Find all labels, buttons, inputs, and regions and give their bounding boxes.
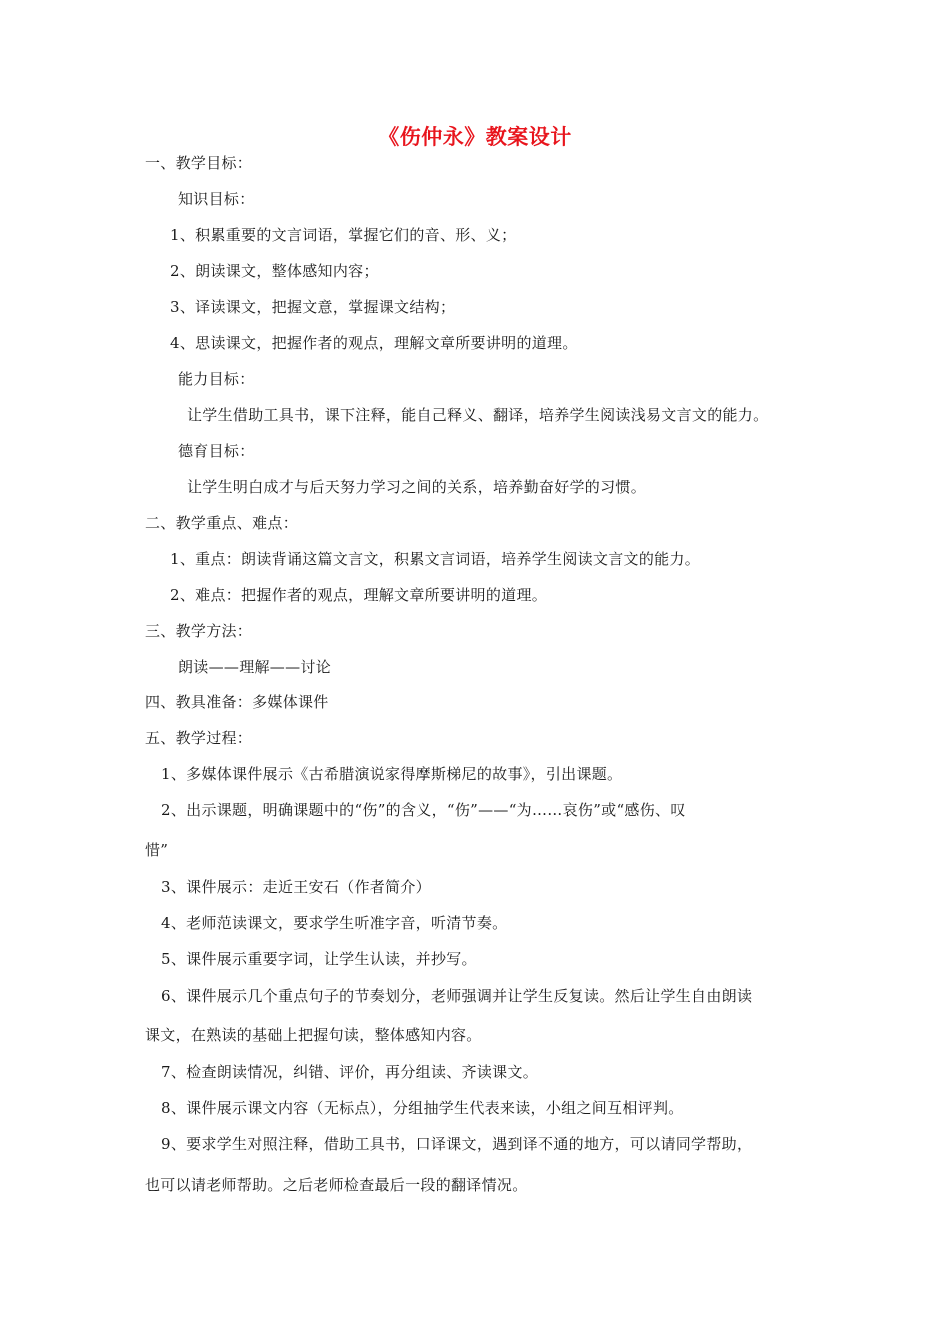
knowledge-item-3: 3、译读课文，把握文意，掌握课文结构； bbox=[170, 298, 456, 316]
section-heading-process: 五、教学过程： bbox=[145, 729, 253, 747]
process-step-2: 2、出示课题，明确课题中的“伤”的含义，“伤”——“为……哀伤”或“感伤、叹 bbox=[161, 801, 686, 819]
section-heading-objectives: 一、教学目标： bbox=[145, 154, 253, 172]
ability-objective-text: 让学生借助工具书，课下注释，能自己释义、翻译，培养学生阅读浅易文言文的能力。 bbox=[187, 406, 769, 424]
methods-text: 朗读——理解——讨论 bbox=[178, 658, 332, 676]
knowledge-item-1: 1、积累重要的文言词语，掌握它们的音、形、义； bbox=[170, 226, 517, 244]
section-heading-materials: 四、教具准备：多媒体课件 bbox=[145, 693, 329, 711]
knowledge-item-2: 2、朗读课文，整体感知内容； bbox=[170, 262, 379, 280]
document-title: 《伤仲永》教案设计 bbox=[378, 124, 572, 149]
process-step-9-continued: 也可以请老师帮助。之后老师检查最后一段的翻译情况。 bbox=[145, 1176, 528, 1194]
process-step-4: 4、老师范读课文，要求学生听准字音，听清节奏。 bbox=[161, 914, 508, 932]
process-step-7: 7、检查朗读情况，纠错、评价，再分组读、齐读课文。 bbox=[161, 1063, 539, 1081]
section-heading-key-points: 二、教学重点、难点： bbox=[145, 514, 299, 532]
moral-objective-text: 让学生明白成才与后天努力学习之间的关系，培养勤奋好学的习惯。 bbox=[187, 478, 647, 496]
subheading-ability-objectives: 能力目标： bbox=[178, 370, 255, 388]
subheading-moral-objectives: 德育目标： bbox=[178, 442, 255, 460]
process-step-2-continued: 惜” bbox=[145, 841, 169, 859]
process-step-6-continued: 课文，在熟读的基础上把握句读，整体感知内容。 bbox=[145, 1026, 482, 1044]
knowledge-item-4: 4、思读课文，把握作者的观点，理解文章所要讲明的道理。 bbox=[170, 334, 578, 352]
key-point-item-1: 1、重点：朗读背诵这篇文言文，积累文言词语，培养学生阅读文言文的能力。 bbox=[170, 550, 701, 568]
section-heading-methods: 三、教学方法： bbox=[145, 622, 253, 640]
process-step-1: 1、多媒体课件展示《古希腊演说家得摩斯梯尼的故事》，引出课题。 bbox=[161, 765, 623, 783]
process-step-5: 5、课件展示重要字词，让学生认读，并抄写。 bbox=[161, 950, 477, 968]
process-step-3: 3、课件展示：走近王安石（作者简介） bbox=[161, 878, 431, 896]
process-step-9: 9、要求学生对照注释，借助工具书，口译课文，遇到译不通的地方，可以请同学帮助， bbox=[161, 1135, 753, 1153]
subheading-knowledge-objectives: 知识目标： bbox=[178, 190, 255, 208]
process-step-6: 6、课件展示几个重点句子的节奏划分，老师强调并让学生反复读。然后让学生自由朗读 bbox=[161, 987, 753, 1005]
key-point-item-2: 2、难点：把握作者的观点，理解文章所要讲明的道理。 bbox=[170, 586, 548, 604]
process-step-8: 8、课件展示课文内容（无标点），分组抽学生代表来读，小组之间互相评判。 bbox=[161, 1099, 684, 1117]
